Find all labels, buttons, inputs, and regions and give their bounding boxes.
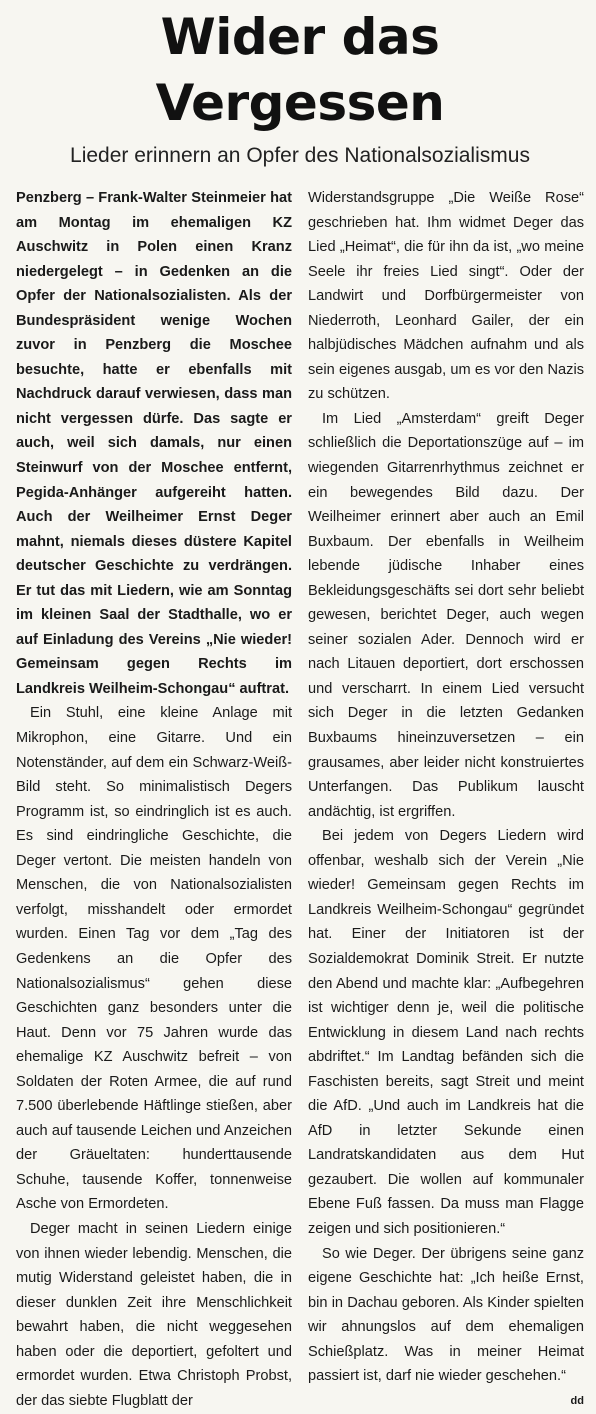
closing-paragraph — [308, 1242, 584, 1407]
headline: Wider das Vergessen — [155, 8, 445, 132]
closing-text: So wie Deger. Der übrigens seine ganz eigene Geschichte hat: „Ich heiße Ernst, bin in Dachau geboren. Als Kinder spielten wir ahnungslos auf dem ehemaligen Schießplatz. Was in meiner Heimat passiert ist, darf nie wieder geschehen.“ — [308, 1245, 584, 1385]
subheadline: Lieder erinnern an Opfer des Nationalsozialismus — [70, 144, 530, 167]
body-paragraph: Im Lied „Amsterdam“ greift Deger schließlich die Deportationszüge auf – im wiegenden Gitarrenrhythmus zeichnet er ein bewegendes Bild dazu. Der Weilheimer erinnert aber auch an Emil Buxbaum. Der ebenfalls in Weilheim lebende jüdische Inhaber eines Bekleidungsgeschäfts sei dort sehr beliebt gewesen, berichtet Deger, auch wegen seiner sozialen Ader. Dennoch wird er nach Litauen deportiert, dort erschossen und verscharrt. In einem Lied versucht sich Deger in die letzten Gedanken Buxbaums hineinzuversetzen – ein grausames, aber leider nicht konstruiertes Unterfangen. Das Publikum lauscht andächtig, ist ergriffen. — [308, 410, 584, 820]
article-body — [16, 186, 584, 1413]
body-paragraph: Bei jedem von Degers Liedern wird offenbar, weshalb sich der Verein „Nie wieder! Gemeinsam gegen Rechts im Landkreis Weilheim-Schongau“ gegründet hat. Einer der Initiatoren ist der Sozialdemokrat Dominik Streit. Er nutzte den Abend und machte klar: „Aufbegehren ist wichtiger denn je, weil die politische Entwicklung in diesem Land nach rechts abdriftet.“ Im Landtag befänden sich die Faschisten bereits, sagt Streit und meint die AfD. „Und auch im Landkreis hat die AfD in letzter Sekunde einen Landratskandidaten aus dem Hut gezaubert. Die wollen auf kommunaler Ebene Fuß fassen. Da muss man Flagge zeigen und sich positionieren.“ — [308, 828, 584, 1237]
author-initials: dd — [570, 1394, 584, 1407]
column-left — [16, 186, 292, 1413]
body-paragraph: Deger macht in seinen Liedern einige von ihnen wieder lebendig. Menschen, die mutig Widerstand geleistet haben, die in dieser dunklen Zeit ihre Menschlichkeit bewahrt haben, die nicht weggesehen haben oder die deportiert, gefoltert und ermordet wurden. Etwa Christoph Probst, der das siebte Flugblatt der — [16, 1220, 292, 1409]
column-right — [308, 186, 584, 1413]
lead-paragraph: Penzberg – Frank-Walter Steinmeier hat am Montag im ehemaligen KZ Auschwitz in Polen einen Kranz niedergelegt – in Gedenken an die Opfer der Nationalsozialisten. Als der Bundespräsident wenige Wochen zuvor in Penzberg die Moschee besuchte, hatte er ebenfalls mit Nachdruck darauf verwiesen, dass man nicht vergessen dürfe. Das sagte er auch, weil sich damals, nur einen Steinwurf von der Moschee entfernt, Pegida-Anhänger aufgereiht hatten. Auch der Weilheimer Ernst Deger mahnt, niemals dieses düstere Kapitel deutscher Geschichte zu verdrängen. Er tut das mit Liedern, wie am Sonntag im kleinen Saal der Stadthalle, wo er auf Einladung des Vereins „Nie wieder! Gemeinsam gegen Rechts im Landkreis Weilheim-Schongau“ auftrat. — [16, 190, 292, 697]
body-paragraph: Ein Stuhl, eine kleine Anlage mit Mikrophon, eine Gitarre. Und ein Notenständer, auf dem ein Schwarz-Weiß-Bild steht. So minimalistisch Degers Programm ist, so eindringlich ist es auch. Es sind eindringliche Geschichte, die Deger vertont. Die meisten handeln von Menschen, die von Nationalsozialisten verfolgt, misshandelt oder ermordet wurden. Einen Tag vor dem „Tag des Gedenkens an die Opfer des Nationalsozialismus“ gehen diese Geschichten ganz besonders unter die Haut. Denn vor 75 Jahren wurde das ehemalige KZ Auschwitz befreit – von Soldaten der Roten Armee, die auf rund 7.500 überlebende Häftlinge stießen, aber auch auf tausende Leichen und Anzeichen der Gräueltaten: hunderttausende Schuhe, tausende Koffer, tonnenweise Asche von Ermordeten. — [16, 705, 292, 1213]
body-paragraph-continued: Widerstandsgruppe „Die Weiße Rose“ geschrieben hat. Ihm widmet Deger das Lied „Heimat“, die für ihn da ist, „wo meine Seele ihr freies Lied singt“. Oder der Landwirt und Dorfbürgermeister von Niederroth, Leonhard Gailer, der ein halbjüdisches Mädchen aufnahm und als sein eigenes ausgab, um es vor den Nazis zu schützen. — [308, 190, 584, 403]
